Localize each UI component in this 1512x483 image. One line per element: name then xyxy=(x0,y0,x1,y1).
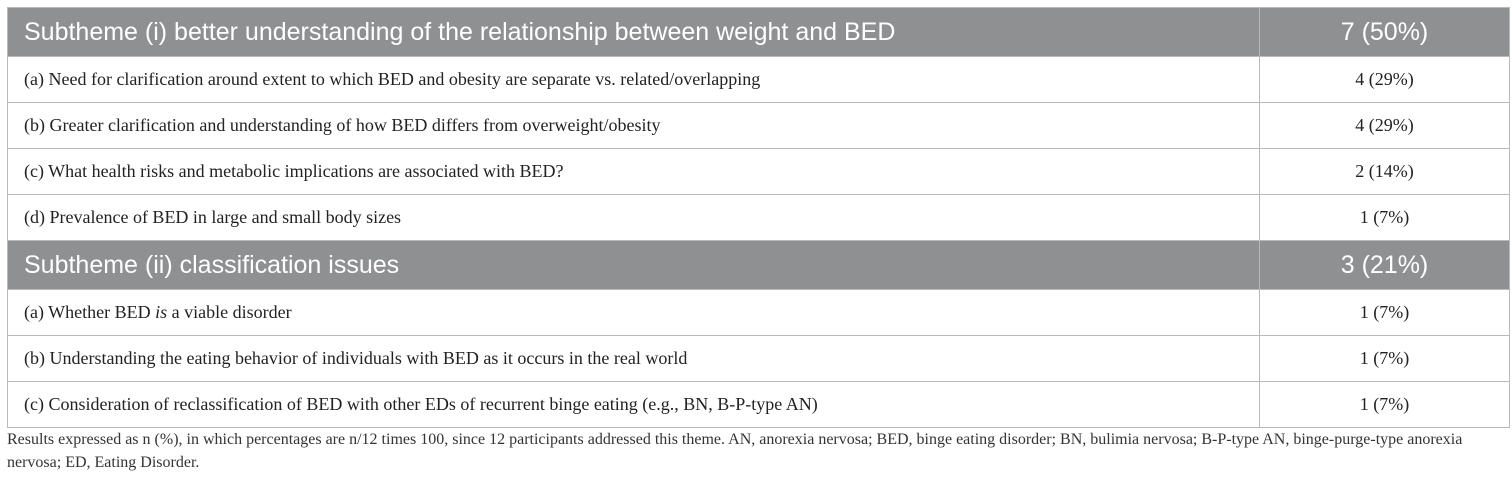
row-label: (a) Whether BED is a viable disorder xyxy=(8,290,1260,336)
table-footnote: Results expressed as n (%), in which percentages are n/12 times 100, since 12 participants addressed this theme. AN, anorexia nervosa; BED, binge eating disorder; BN, bulimia nervosa; B-P-type AN, binge-purge-type anorexia nervosa; ED, Eating Disorder. xyxy=(7,431,1463,471)
row-label: (d) Prevalence of BED in large and small body sizes xyxy=(8,195,1260,241)
row-label: (b) Greater clarification and understanding of how BED differs from overweight/obesity xyxy=(8,103,1260,149)
table-row xyxy=(8,149,1510,195)
table-row xyxy=(8,195,1510,241)
results-table-container xyxy=(7,7,1509,428)
subtheme-count: 3 (21%) xyxy=(1260,241,1510,290)
row-label: (a) Need for clarification around extent to which BED and obesity are separate vs. related/overlapping xyxy=(8,57,1260,103)
results-table xyxy=(7,7,1510,428)
table-row xyxy=(8,382,1510,428)
row-count: 1 (7%) xyxy=(1260,195,1510,241)
row-count: 4 (29%) xyxy=(1260,103,1510,149)
row-label: (b) Understanding the eating behavior of individuals with BED as it occurs in the real world xyxy=(8,336,1260,382)
emphasis-text: is xyxy=(155,302,168,322)
row-label: (c) What health risks and metabolic implications are associated with BED? xyxy=(8,149,1260,195)
subtheme-header-row xyxy=(8,8,1510,57)
table-row xyxy=(8,290,1510,336)
row-count: 1 (7%) xyxy=(1260,290,1510,336)
row-count: 1 (7%) xyxy=(1260,382,1510,428)
row-count: 1 (7%) xyxy=(1260,336,1510,382)
row-label: (c) Consideration of reclassification of BED with other EDs of recurrent binge eating (e.g., BN, B-P-type AN) xyxy=(8,382,1260,428)
table-row xyxy=(8,103,1510,149)
subtheme-title: Subtheme (i) better understanding of the relationship between weight and BED xyxy=(8,8,1260,57)
subtheme-header-row xyxy=(8,241,1510,290)
table-row xyxy=(8,57,1510,103)
table-row xyxy=(8,336,1510,382)
row-count: 4 (29%) xyxy=(1260,57,1510,103)
row-count: 2 (14%) xyxy=(1260,149,1510,195)
subtheme-title: Subtheme (ii) classification issues xyxy=(8,241,1260,290)
subtheme-count: 7 (50%) xyxy=(1260,8,1510,57)
